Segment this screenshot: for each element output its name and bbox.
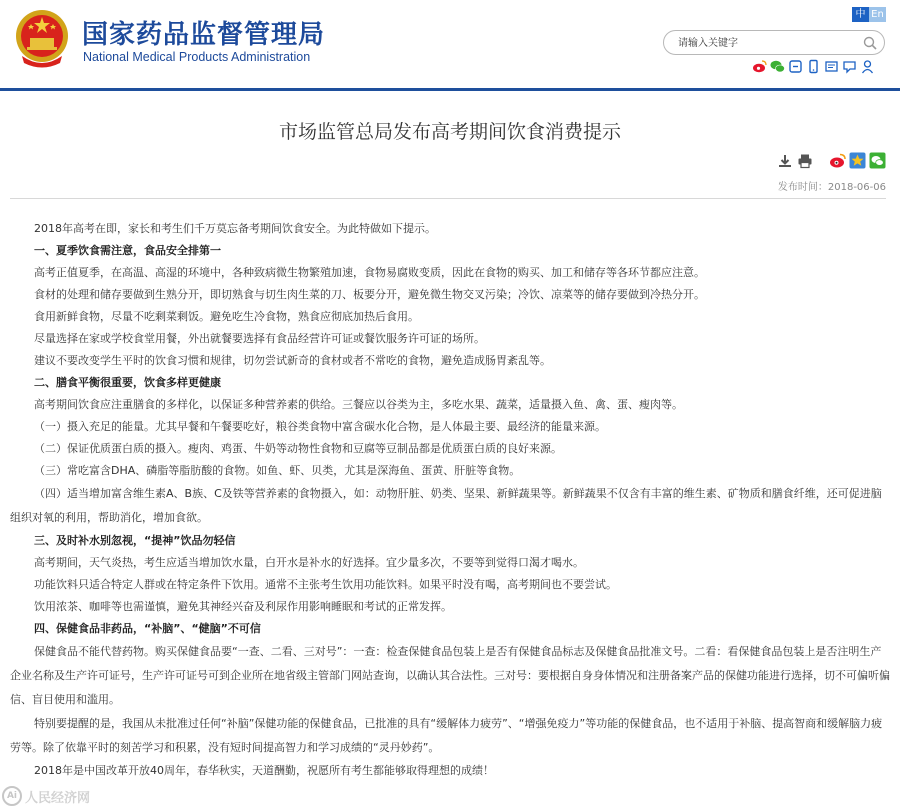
article-paragraph: （三）常吃富含DHA、磷脂等脂肪酸的食物。如鱼、虾、贝类，尤其是深海鱼、蛋黄、肝脏等食物。: [34, 464, 521, 477]
search-icon[interactable]: [862, 35, 878, 51]
site-title-english: National Medical Products Administration: [83, 50, 311, 64]
comment-icon[interactable]: [842, 59, 857, 74]
header-divider: [0, 88, 900, 91]
article-paragraph: 高考期间饮食应注重膳食的多样化，以保证多种营养素的供给。三餐应以谷类为主，多吃水果、蔬菜，适量摄入鱼、禽、蛋、瘦肉等。: [34, 398, 683, 411]
section-heading: 一、夏季饮食需注意，食品安全排第一: [34, 244, 221, 257]
article-paragraph: 2018年是中国改革开放40周年，春华秋实，天道酬勤，祝愿所有考生都能够取得理想的成绩！: [34, 764, 494, 777]
article-title: 市场监管总局发布高考期间饮食消费提示: [278, 121, 621, 143]
national-emblem-icon: [14, 8, 70, 70]
article-paragraph: 尽量选择在家或学校食堂用餐，外出就餐要选择有食品经营许可证或餐饮服务许可证的场所。: [34, 332, 485, 345]
watermark-badge: Ai: [2, 786, 22, 806]
article-paragraph: （一）摄入充足的能量。尤其早餐和午餐要吃好，粮谷类食物中富含碳水化合物，是人体最主要、最经济的能量来源。: [34, 420, 606, 433]
article-paragraph: （四）适当增加富含维生素A、B族、C及铁等营养素的食物摄入，如：动物肝脏、奶类、坚果、新鲜蔬果等。新鲜蔬果不仅含有丰富的维生素、矿物质和膳食纤维，还可促进脑组织对氧的利用，帮助消化，增加食欲。: [10, 487, 882, 524]
article-tools: [776, 152, 886, 169]
share-favorite-icon[interactable]: [849, 152, 866, 169]
print-icon[interactable]: [796, 152, 813, 169]
article-body: [10, 218, 890, 782]
download-icon[interactable]: [776, 152, 793, 169]
article-paragraph: 建议不要改变学生平时的饮食习惯和规律，切勿尝试新奇的食材或者不常吃的食物，避免造成肠胃紊乱等。: [34, 354, 551, 367]
article-paragraph: 饮用浓茶、咖啡等也需谨慎，避免其神经兴奋及利尿作用影响睡眠和考试的正常发挥。: [34, 600, 452, 613]
publish-date: 发布时间：2018-06-06: [10, 178, 886, 199]
article-paragraph: （二）保证优质蛋白质的摄入。瘦肉、鸡蛋、牛奶等动物性食物和豆腐等豆制品都是优质蛋白质的良好来源。: [34, 442, 562, 455]
site-header: [0, 0, 900, 90]
article-paragraph: 2018年高考在即，家长和考生们千万莫忘备考期间饮食安全。为此特做如下提示。: [34, 222, 436, 235]
share-wechat-icon[interactable]: [869, 152, 886, 169]
article-paragraph: 功能饮料只适合特定人群或在特定条件下饮用。通常不主张考生饮用功能饮料。如果平时没有喝，高考期间也不要尝试。: [34, 578, 617, 591]
weibo-icon[interactable]: [752, 59, 767, 74]
watermark-text: 人民经济网: [25, 790, 91, 806]
lang-english-button[interactable]: En: [869, 7, 886, 22]
section-heading: 四、保健食品非药品，“补脑”、“健脑”不可信: [34, 622, 261, 635]
section-heading: 二、膳食平衡很重要，饮食多样更健康: [34, 376, 221, 389]
social-links: [752, 59, 875, 74]
app-icon[interactable]: [788, 59, 803, 74]
search-box: [663, 30, 885, 55]
wechat-icon[interactable]: [770, 59, 785, 74]
user-icon[interactable]: [860, 59, 875, 74]
search-input[interactable]: [678, 35, 848, 51]
watermark: [2, 786, 90, 806]
article-paragraph: 高考期间，天气炎热，考生应适当增加饮水量，白开水是补水的好选择。宜少量多次，不要等到觉得口渴才喝水。: [34, 556, 584, 569]
lang-chinese-button[interactable]: 中: [852, 7, 869, 22]
section-heading: 三、及时补水别忽视，“提神”饮品勿轻信: [34, 534, 236, 547]
article-paragraph: 食用新鲜食物，尽量不吃剩菜剩饭。避免吃生冷食物，熟食应彻底加热后食用。: [34, 310, 419, 323]
language-switch: [852, 7, 886, 22]
article-paragraph: 保健食品不能代替药物。购买保健食品要“一查、二看、三对号”：一查：检查保健食品包装上是否有保健食品标志及保健食品批准文号。二看：看保健食品包装上是否注明生产企业名称及生产许可证号，生产许可证号可到企业所在地省级主管部门网站查询，以确认其合法性。三对号：要根据自身身体情况和注册备案产品的保健功能进行选择，切不可偏听偏信、盲目使用和滥用。: [10, 645, 890, 706]
mail-icon[interactable]: [824, 59, 839, 74]
article-paragraph: 高考正值夏季，在高温、高湿的环境中，各种致病微生物繁殖加速，食物易腐败变质，因此在食物的购买、加工和储存等各环节都应注意。: [34, 266, 705, 279]
share-weibo-icon[interactable]: [829, 152, 846, 169]
mobile-icon[interactable]: [806, 59, 821, 74]
article-paragraph: 特别要提醒的是，我国从未批准过任何“补脑”保健功能的保健食品，已批准的具有“缓解体力疲劳”、“增强免疫力”等功能的保健食品，也不适用于补脑、提高智商和缓解脑力疲劳等。除了依靠平时的刻苦学习和积累，没有短时间提高智力和学习成绩的“灵丹妙药”。: [10, 717, 883, 754]
site-title: 国家药品监督管理局: [82, 20, 326, 50]
article-paragraph: 食材的处理和储存要做到生熟分开，即切熟食与切生肉生菜的刀、板要分开，避免微生物交叉污染；冷饮、凉菜等的储存要做到冷热分开。: [34, 288, 705, 301]
